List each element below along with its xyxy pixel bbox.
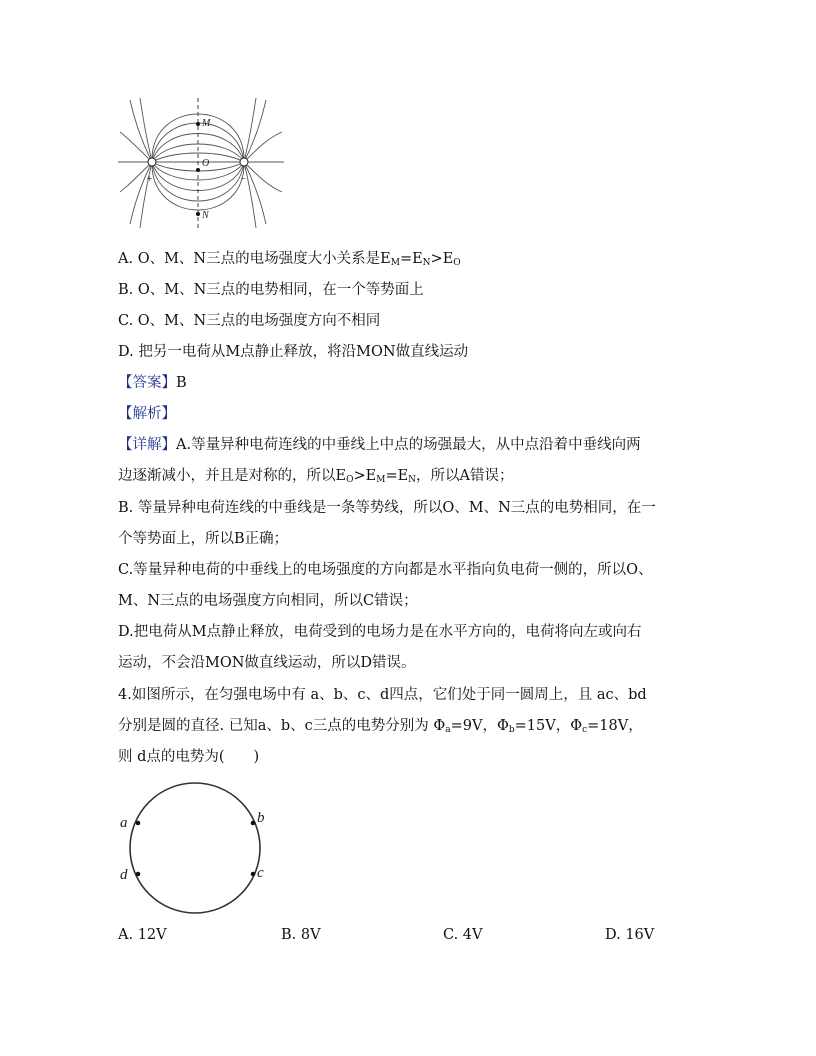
point-n-label: N bbox=[202, 210, 209, 221]
q3-detail-line-5: C.等量异种电荷的中垂线上的电场强度的方向都是水平指向负电荷一侧的，所以O、 bbox=[118, 562, 653, 578]
q3-detail-line-4: 个等势面上，所以B正确； bbox=[118, 531, 289, 547]
circle-figure bbox=[116, 780, 276, 916]
q3-detail-line-2: 边逐渐减小，并且是对称的，所以$E_O>E_M=E_N$，所以A错误； bbox=[118, 468, 514, 485]
answer-value: B bbox=[176, 375, 187, 391]
field-lines-figure bbox=[118, 98, 284, 230]
point-b-label: b bbox=[257, 810, 265, 826]
q3-detail-line-7: D.把电荷从M点静止释放，电荷受到的电场力是在水平方向的，电荷将向左或向右 bbox=[118, 624, 642, 640]
q3-option-c: C. O、M、N三点的电场强度方向不相同 bbox=[118, 313, 381, 329]
point-m-label: M bbox=[202, 118, 211, 129]
point-a-label: a bbox=[120, 815, 128, 831]
detail-tag: 【详解】 bbox=[118, 437, 176, 453]
negative-charge-label: − bbox=[240, 174, 247, 185]
answer-tag: 【答案】 bbox=[118, 375, 176, 391]
q3-option-d: D. 把另一电荷从M点静止释放，将沿MON做直线运动 bbox=[118, 344, 469, 360]
q3-detail-line-6: M、N三点的电场强度方向相同，所以C错误； bbox=[118, 593, 418, 609]
q3-detail-line-1: 【详解】A.等量异种电荷连线的中垂线上中点的场强最大，从中点沿着中垂线向两 bbox=[118, 437, 641, 453]
q3-detail-line-8: 运动，不会沿MON做直线运动，所以D错误。 bbox=[118, 655, 416, 671]
q3-detail-line-3: B. 等量异种电荷连线的中垂线是一条等势线，所以O、M、N三点的电势相同，在一 bbox=[118, 500, 656, 516]
point-o-label: O bbox=[202, 158, 210, 169]
q4-stem-line-2: 分别是圆的直径. 已知a、b、c三点的电势分别为 $\Phi_a=9V$，$\Phi_b=15V$，$\Phi_c=18V$， bbox=[118, 718, 643, 735]
q3-option-b: B. O、M、N三点的电势相同，在一个等势面上 bbox=[118, 282, 424, 298]
q4-stem-line-3: 则 d点的电势为( ) bbox=[118, 749, 260, 765]
q4-option-b: B. 8V bbox=[281, 927, 321, 943]
q4-option-a: A. 12V bbox=[118, 927, 167, 943]
point-c-label: c bbox=[257, 865, 264, 881]
q4-option-d: D. 16V bbox=[605, 927, 655, 943]
q3-option-a: A. O、M、N三点的电场强度大小关系是$E_M=E_N>E_O$ bbox=[118, 251, 461, 268]
point-d-label: d bbox=[120, 867, 128, 883]
q3-analysis-tag: 【解析】 bbox=[118, 406, 176, 422]
q3-answer bbox=[118, 373, 187, 393]
q4-option-c: C. 4V bbox=[443, 927, 483, 943]
q4-stem-line-1: 4.如图所示，在匀强电场中有 a、b、c、d四点，它们处于同一圆周上，且 ac、bd bbox=[118, 687, 647, 703]
positive-charge-label: + bbox=[146, 174, 153, 185]
